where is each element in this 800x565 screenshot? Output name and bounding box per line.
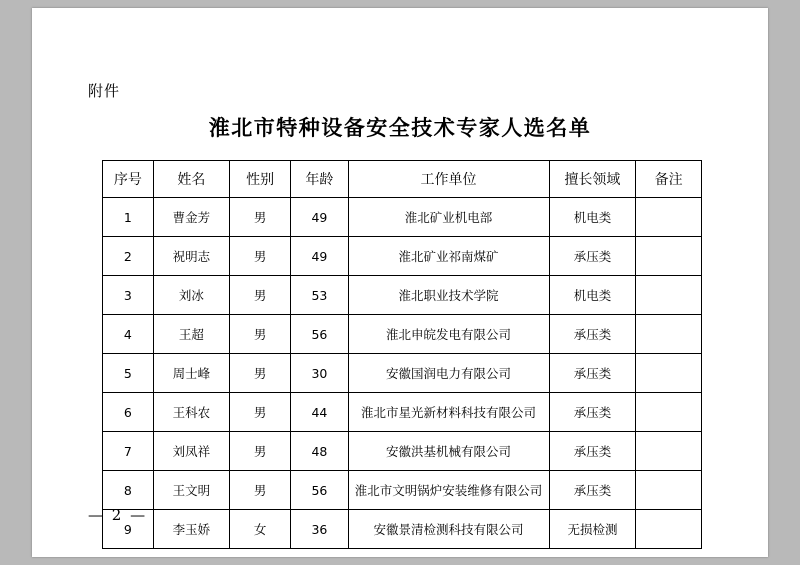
cell-gender: 男 (229, 471, 290, 510)
column-header-name: 姓名 (153, 161, 229, 198)
cell-seq: 4 (103, 315, 154, 354)
cell-gender: 男 (229, 276, 290, 315)
table-header-row (103, 161, 702, 198)
cell-remark (636, 198, 702, 237)
cell-name: 李玉娇 (153, 510, 229, 549)
table-row (103, 510, 702, 549)
cell-field: 机电类 (549, 276, 636, 315)
table-row (103, 315, 702, 354)
cell-seq: 2 (103, 237, 154, 276)
cell-age: 49 (291, 237, 348, 276)
table-row (103, 354, 702, 393)
cell-age: 30 (291, 354, 348, 393)
expert-list-table (102, 160, 702, 549)
cell-age: 48 (291, 432, 348, 471)
cell-unit: 淮北矿业祁南煤矿 (348, 237, 549, 276)
column-header-gender: 性别 (229, 161, 290, 198)
cell-field: 承压类 (549, 432, 636, 471)
cell-remark (636, 432, 702, 471)
cell-age: 44 (291, 393, 348, 432)
cell-age: 56 (291, 315, 348, 354)
cell-name: 王超 (153, 315, 229, 354)
cell-unit: 淮北申皖发电有限公司 (348, 315, 549, 354)
cell-age: 53 (291, 276, 348, 315)
table-row (103, 237, 702, 276)
cell-gender: 男 (229, 432, 290, 471)
cell-seq: 1 (103, 198, 154, 237)
cell-remark (636, 315, 702, 354)
cell-name: 曹金芳 (153, 198, 229, 237)
table-row (103, 393, 702, 432)
cell-unit: 淮北市文明锅炉安装维修有限公司 (348, 471, 549, 510)
cell-gender: 男 (229, 393, 290, 432)
cell-remark (636, 471, 702, 510)
column-header-age: 年龄 (291, 161, 348, 198)
cell-unit: 淮北矿业机电部 (348, 198, 549, 237)
cell-remark (636, 510, 702, 549)
cell-field: 承压类 (549, 354, 636, 393)
cell-gender: 男 (229, 198, 290, 237)
cell-field: 机电类 (549, 198, 636, 237)
cell-name: 祝明志 (153, 237, 229, 276)
expert-list-table-wrapper (102, 160, 702, 549)
cell-seq: 3 (103, 276, 154, 315)
document-page (32, 8, 768, 557)
table-row (103, 198, 702, 237)
page-number: — 2 — (88, 506, 148, 524)
cell-gender: 男 (229, 315, 290, 354)
cell-seq: 6 (103, 393, 154, 432)
cell-seq: 8 (103, 471, 154, 510)
cell-field: 承压类 (549, 237, 636, 276)
table-row (103, 276, 702, 315)
table-row (103, 471, 702, 510)
cell-unit: 淮北市星光新材料科技有限公司 (348, 393, 549, 432)
cell-remark (636, 354, 702, 393)
cell-name: 王科农 (153, 393, 229, 432)
cell-unit: 安徽国润电力有限公司 (348, 354, 549, 393)
cell-gender: 男 (229, 354, 290, 393)
cell-seq: 7 (103, 432, 154, 471)
attachment-label: 附件 (88, 82, 121, 100)
cell-gender: 男 (229, 237, 290, 276)
cell-name: 刘凤祥 (153, 432, 229, 471)
cell-name: 周士峰 (153, 354, 229, 393)
cell-remark (636, 237, 702, 276)
page-title: 淮北市特种设备安全技术专家人选名单 (208, 115, 592, 140)
cell-unit: 安徽洪基机械有限公司 (348, 432, 549, 471)
table-row (103, 432, 702, 471)
cell-field: 承压类 (549, 315, 636, 354)
cell-name: 刘冰 (153, 276, 229, 315)
cell-gender: 女 (229, 510, 290, 549)
column-header-remark: 备注 (636, 161, 702, 198)
cell-age: 36 (291, 510, 348, 549)
cell-name: 王文明 (153, 471, 229, 510)
cell-unit: 安徽景清检测科技有限公司 (348, 510, 549, 549)
column-header-field: 擅长领域 (549, 161, 636, 198)
cell-seq: 5 (103, 354, 154, 393)
column-header-unit: 工作单位 (348, 161, 549, 198)
cell-age: 56 (291, 471, 348, 510)
cell-remark (636, 276, 702, 315)
cell-age: 49 (291, 198, 348, 237)
cell-remark (636, 393, 702, 432)
cell-unit: 淮北职业技术学院 (348, 276, 549, 315)
cell-field: 无损检测 (549, 510, 636, 549)
cell-seq: 9 (103, 510, 154, 549)
column-header-seq: 序号 (103, 161, 154, 198)
cell-field: 承压类 (549, 393, 636, 432)
cell-field: 承压类 (549, 471, 636, 510)
